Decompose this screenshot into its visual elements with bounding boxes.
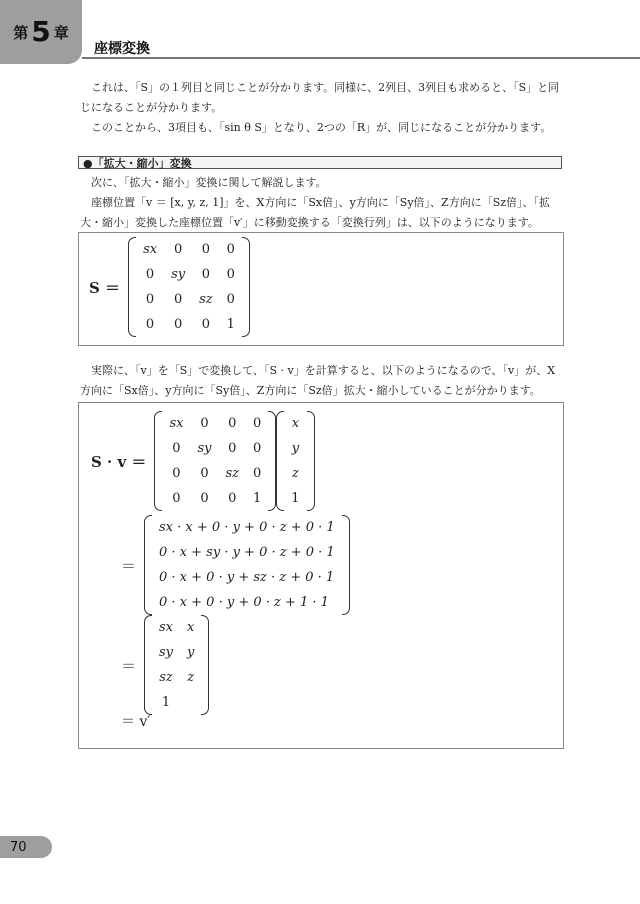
- matrix-s-cell: 0: [145, 317, 155, 332]
- calc-matrix-s-cell: 0: [253, 466, 262, 481]
- matrix-s-cell: 0: [226, 267, 235, 282]
- section-text: [80, 173, 562, 233]
- mid-text: [80, 361, 562, 401]
- calc-step3-cell: sz: [159, 670, 173, 685]
- chapter-tab: [0, 0, 82, 64]
- matrix-s-cell: 0: [226, 242, 235, 257]
- calc-matrix-s-cell: 0: [253, 416, 262, 431]
- calc-vector-v-cell: z: [291, 466, 299, 481]
- matrix-s-cell: 1: [226, 317, 235, 332]
- matrix-s-cell: 0: [201, 267, 210, 282]
- intro-paragraph-2: このことから、3項目も、「sin θ S」となり、2つの「R」が、同じになることが分かります。: [91, 121, 552, 134]
- calc-step2-cell: 0 · x + 0 · y + 0 · z + 1 · 1: [159, 595, 329, 610]
- matrix-s-box: [78, 232, 564, 346]
- calc-matrix-s-cell: 0: [200, 466, 209, 481]
- calc-final: ＝ v′: [121, 714, 151, 730]
- calc-lhs: S · v ＝: [91, 452, 147, 471]
- calc-vector-v-cell: y: [291, 441, 300, 456]
- section-paragraph-2: 座標位置「v ＝ [x, y, z, 1]」を、X方向に「Sx倍」、y方向に「Sy倍」、Z方向に「Sz倍」、「拡大・縮小」変換した座標位置「v′」に移動変換する「変換行列」は、以下のようになります。: [80, 196, 551, 229]
- calc-step2-cell: sx · x + 0 · y + 0 · z + 0 · 1: [159, 520, 335, 535]
- calc-step3-cell: 1: [161, 695, 171, 710]
- matrix-s-cell: 0: [201, 317, 210, 332]
- page-number: 70: [0, 836, 52, 858]
- calc-step3-cell: [180, 690, 201, 715]
- calc-matrix-s-cell: sy: [197, 441, 212, 456]
- calc-vector-v: [276, 411, 314, 511]
- section-paragraph-1: 次に、「拡大・縮小」変換に関して解説します。: [91, 176, 327, 189]
- calc-step3-cell: x: [187, 620, 195, 635]
- calc-equals-2: ＝: [121, 656, 137, 675]
- chapter-number: 5: [31, 15, 51, 48]
- calc-matrix-s: [154, 411, 276, 511]
- calc-matrix-s-cell: 0: [228, 491, 237, 506]
- calc-matrix-s-cell: 0: [200, 416, 209, 431]
- calc-matrix-s-cell: 0: [228, 416, 237, 431]
- calc-box: [78, 402, 564, 749]
- calc-step3: [144, 615, 209, 715]
- calc-matrix-s-cell: 1: [253, 491, 262, 506]
- matrix-s-cell: 0: [145, 292, 155, 307]
- header-rule: [82, 57, 640, 59]
- calc-matrix-s-cell: sz: [225, 466, 239, 481]
- calc-matrix-s-cell: 0: [172, 441, 181, 456]
- intro-text: [80, 78, 562, 138]
- matrix-s-cell: 0: [201, 242, 210, 257]
- chapter-suffix: 章: [53, 23, 69, 42]
- calc-step2-cell: 0 · x + 0 · y + sz · z + 0 · 1: [159, 570, 335, 585]
- calc-matrix-s-cell: 0: [228, 441, 237, 456]
- mid-paragraph: 実際に、「v」を「S」で変換して、「S · v」を計算すると、以下のようになるので、「v」が、X方向に「Sx倍」、y方向に「Sy倍」、Z方向に「Sz倍」拡大・縮小していることが分かります。: [80, 364, 556, 397]
- matrix-s-cell: 0: [173, 317, 183, 332]
- calc-equals-1: ＝: [121, 556, 137, 575]
- matrix-s-cell: 0: [226, 292, 235, 307]
- calc-matrix-s-cell: 0: [200, 491, 209, 506]
- calc-matrix-s-cell: sx: [169, 416, 184, 431]
- chapter-title: 座標変換: [94, 41, 150, 57]
- matrix-s-lhs: S ＝: [89, 278, 121, 297]
- calc-matrix-s-cell: 0: [172, 491, 181, 506]
- calc-step3-cell: z: [187, 670, 195, 685]
- calc-matrix-s-cell: 0: [253, 441, 262, 456]
- calc-vector-v-cell: x: [291, 416, 300, 431]
- intro-paragraph-1: これは、「S」の１列目と同じことが分かります。同様に、2列目、3列目も求めると、「S」と同じになることが分かります。: [80, 81, 560, 114]
- calc-step3-cell: y: [187, 645, 195, 660]
- calc-step3-cell: sy: [159, 645, 174, 660]
- calc-matrix-s-cell: 0: [172, 466, 181, 481]
- matrix-s-cell: 0: [173, 242, 183, 257]
- matrix-s-cell: sz: [199, 292, 213, 307]
- calc-vector-v-cell: 1: [291, 491, 300, 506]
- matrix-s-cell: sy: [171, 267, 186, 282]
- section-heading: ●「拡大・縮小」変換: [78, 156, 562, 169]
- calc-step3-cell: sx: [159, 620, 174, 635]
- matrix-s: [128, 237, 250, 337]
- calc-step2-cell: 0 · x + sy · y + 0 · z + 0 · 1: [159, 545, 335, 560]
- matrix-s-cell: 0: [173, 292, 183, 307]
- calc-step2: [144, 515, 350, 615]
- matrix-s-cell: 0: [145, 267, 155, 282]
- matrix-s-cell: sx: [143, 242, 158, 257]
- chapter-prefix: 第: [13, 23, 29, 42]
